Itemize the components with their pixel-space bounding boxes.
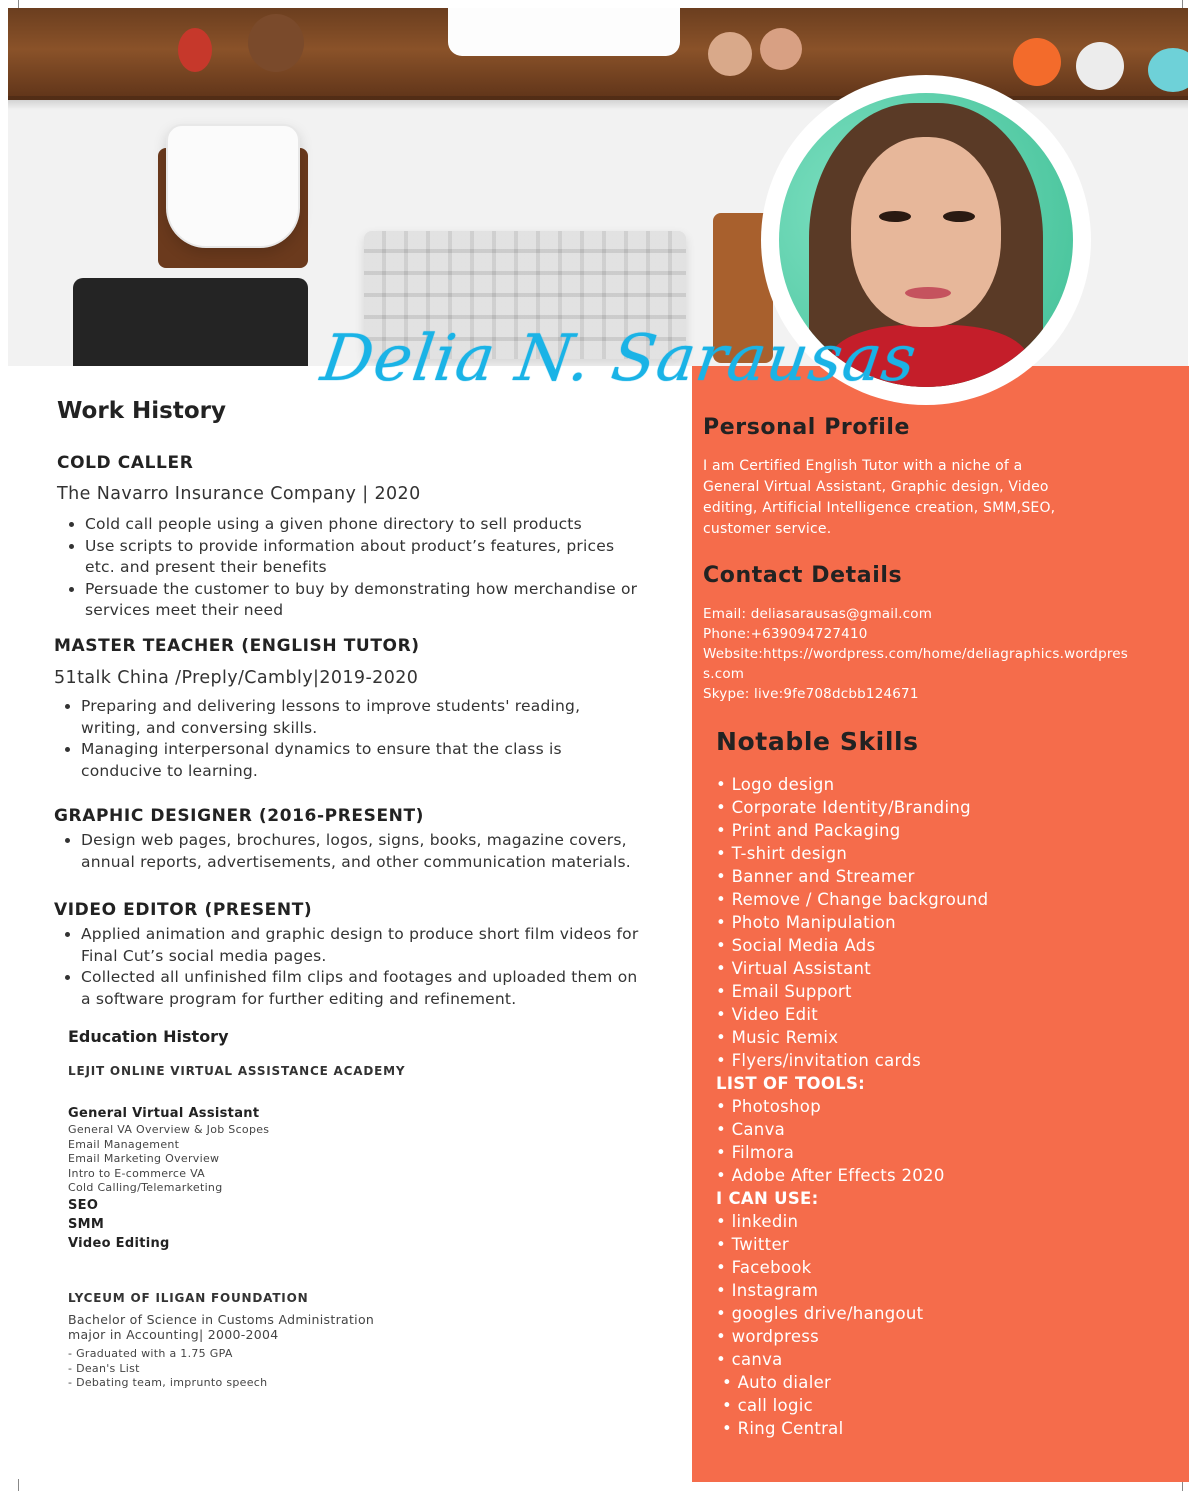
skill-item: • Remove / Change background — [716, 888, 988, 911]
skill-item: • Virtual Assistant — [716, 957, 988, 980]
course-topic: General VA Overview & Job Scopes — [68, 1123, 270, 1136]
contact-skype: Skype: live:9fe708dcbb124671 — [703, 686, 919, 702]
profile-line: editing, Artificial Intelligence creation, SMM,SEO, — [703, 500, 1056, 516]
job-bullets — [53, 830, 661, 873]
contact-email[interactable]: Email: deliasarausas@gmail.com — [703, 606, 933, 622]
extra-item: • Ring Central — [716, 1417, 988, 1440]
education-note: - Graduated with a 1.75 GPA — [68, 1347, 233, 1360]
contact-website[interactable]: Website:https://wordpress.com/home/deliagraphics.wordpres — [703, 646, 1129, 662]
degree-line: major in Accounting| 2000-2004 — [68, 1327, 279, 1342]
degree — [68, 1312, 374, 1342]
education-note: - Debating team, imprunto speech — [68, 1376, 268, 1389]
job-company: 51talk China /Preply/Cambly|2019-2020 — [54, 668, 419, 688]
skill-item: • Print and Packaging — [716, 819, 988, 842]
contact-website-cont[interactable]: s.com — [703, 666, 745, 682]
skill-item: • Flyers/invitation cards — [716, 1049, 988, 1072]
education-heading: Education History — [68, 1027, 229, 1046]
crop-mark — [18, 1479, 19, 1491]
job-title: GRAPHIC DESIGNER (2016-PRESENT) — [54, 806, 425, 826]
school-name: LEJIT ONLINE VIRTUAL ASSISTANCE ACADEMY — [68, 1064, 406, 1078]
job-bullet: • Collected all unfinished film clips and footages and uploaded them on a software program for further editing and refinement. — [81, 967, 641, 1010]
skill-item: • Photo Manipulation — [716, 911, 988, 934]
skill-item: • Email Support — [716, 980, 988, 1003]
use-item: • Twitter — [716, 1233, 988, 1256]
tool-item: • Photoshop — [716, 1095, 988, 1118]
skills-heading: Notable Skills — [716, 727, 919, 756]
job-bullet: • Managing interpersonal dynamics to ensure that the class is conducive to learning. — [81, 739, 621, 782]
use-item: • googles drive/hangout — [716, 1302, 988, 1325]
extra-item: • call logic — [716, 1394, 988, 1417]
course-extras — [68, 1196, 170, 1253]
use-item: • Instagram — [716, 1279, 988, 1302]
job-bullet: • Use scripts to provide information about product’s features, prices etc. and present their benefits — [85, 536, 645, 579]
profile-line: General Virtual Assistant, Graphic design, Video — [703, 479, 1049, 495]
course-topic: Email Management — [68, 1137, 180, 1151]
job-bullets — [57, 514, 645, 622]
skill-item: • Banner and Streamer — [716, 865, 988, 888]
skill-item: • Logo design — [716, 773, 988, 796]
job-title: COLD CALLER — [57, 453, 194, 473]
tool-item: • Canva — [716, 1118, 988, 1141]
contact-phone: Phone:+639094727410 — [703, 626, 868, 642]
skill-item: • Music Remix — [716, 1026, 988, 1049]
course-topics — [68, 1123, 269, 1196]
job-bullets — [53, 696, 621, 782]
course-extra: Video Editing — [68, 1236, 170, 1251]
course-title: General Virtual Assistant — [68, 1106, 260, 1121]
use-item: • Facebook — [716, 1256, 988, 1279]
job-bullet: • Cold call people using a given phone directory to sell products — [85, 514, 645, 536]
education-notes — [68, 1347, 267, 1391]
contact-details — [703, 604, 1128, 704]
tool-item: • Adobe After Effects 2020 — [716, 1164, 988, 1187]
course-extra: SEO — [68, 1198, 99, 1213]
school-name: LYCEUM OF ILIGAN FOUNDATION — [68, 1291, 309, 1305]
profile-line: I am Certified English Tutor with a niche of a — [703, 458, 1023, 474]
work-history-heading: Work History — [57, 398, 226, 424]
skill-item: • Social Media Ads — [716, 934, 988, 957]
skill-item: • T-shirt design — [716, 842, 988, 865]
job-bullets — [53, 924, 641, 1010]
contact-heading: Contact Details — [703, 563, 903, 588]
skill-item: • Video Edit — [716, 1003, 988, 1026]
course-topic: Cold Calling/Telemarketing — [68, 1181, 223, 1194]
course-extra: SMM — [68, 1217, 105, 1232]
job-bullet: • Applied animation and graphic design to produce short film videos for Final Cut’s social media pages. — [81, 924, 641, 967]
use-item: • wordpress — [716, 1325, 988, 1348]
job-title: MASTER TEACHER (ENGLISH TUTOR) — [54, 636, 420, 656]
job-title: VIDEO EDITOR (PRESENT) — [54, 900, 313, 920]
use-item: • linkedin — [716, 1210, 988, 1233]
job-bullet: • Persuade the customer to buy by demonstrating how merchandise or services meet their need — [85, 579, 645, 622]
profile-line: customer service. — [703, 521, 832, 537]
skill-item: • Corporate Identity/Branding — [716, 796, 988, 819]
skills-list — [716, 773, 988, 1440]
course-topic: Email Marketing Overview — [68, 1152, 220, 1165]
use-heading: I CAN USE: — [716, 1189, 819, 1208]
profile-heading: Personal Profile — [703, 415, 911, 440]
profile-text — [703, 456, 1055, 540]
use-item: • canva — [716, 1348, 988, 1371]
degree-line: Bachelor of Science in Customs Administration — [68, 1312, 375, 1327]
tools-heading: LIST OF TOOLS: — [716, 1074, 866, 1093]
candidate-name: Delia N. Sarausas — [316, 322, 922, 396]
job-company: The Navarro Insurance Company | 2020 — [57, 484, 421, 504]
course-topic: Intro to E-commerce VA — [68, 1166, 206, 1180]
extra-item: • Auto dialer — [716, 1371, 988, 1394]
job-bullet: • Design web pages, brochures, logos, signs, books, magazine covers, annual reports, advertisements, and other communication materials. — [81, 830, 661, 873]
education-note: - Dean's List — [68, 1361, 140, 1375]
tool-item: • Filmora — [716, 1141, 988, 1164]
job-bullet: • Preparing and delivering lessons to improve students' reading, writing, and conversing skills. — [81, 696, 621, 739]
